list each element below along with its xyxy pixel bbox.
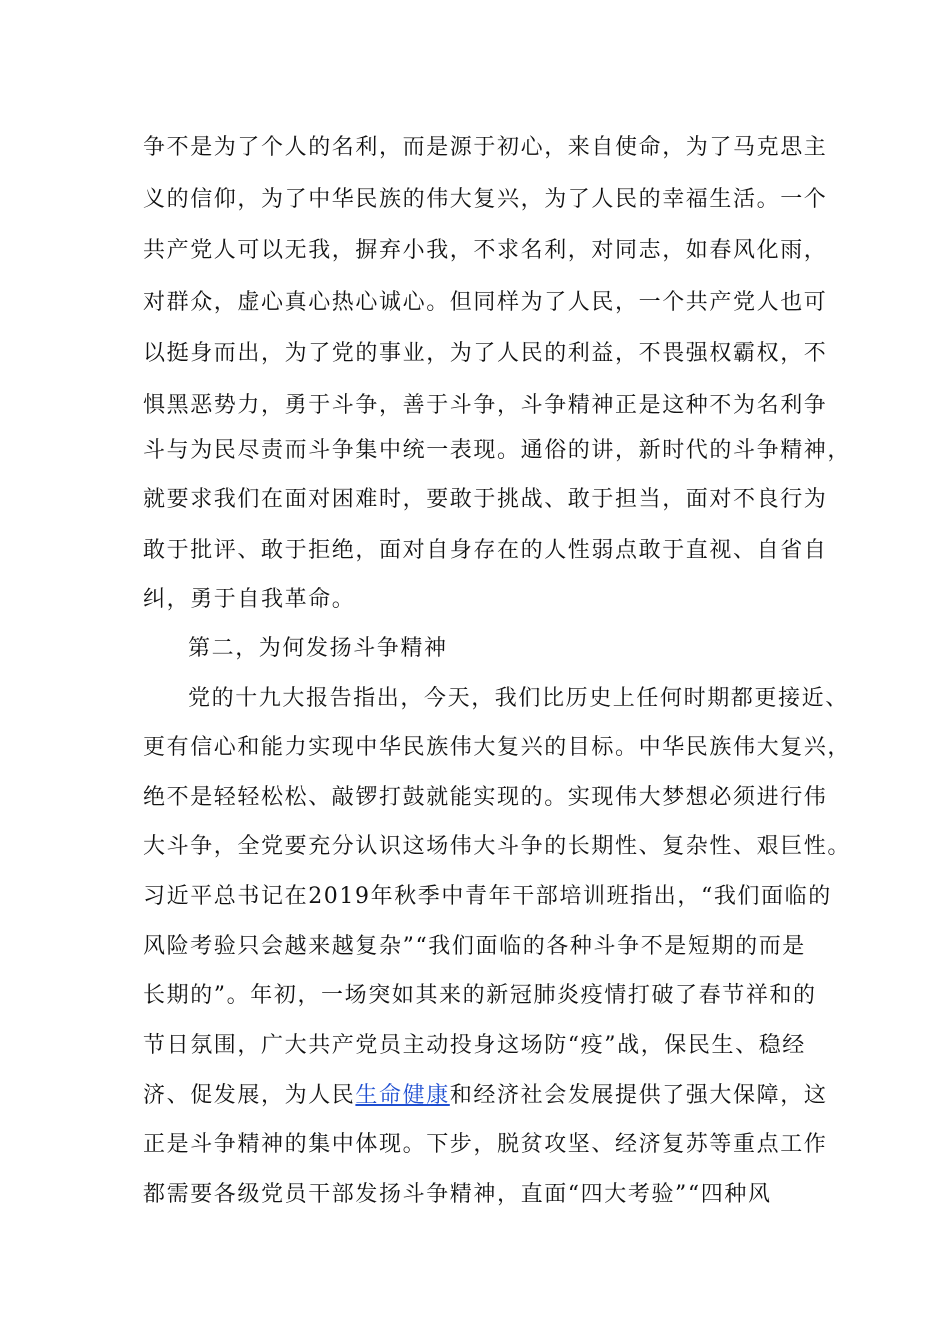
paragraph-line: 共产党人可以无我，摒弃小我，不求名利，对同志，如春风化雨， [143, 238, 828, 263]
paragraph-line: 习近平总书记在2019年秋季中青年干部培训班指出，“我们面临的 [143, 884, 832, 909]
paragraph-line: 敢于批评、敢于拒绝，面对自身存在的人性弱点敢于直视、自省自 [143, 538, 828, 563]
section-heading: 第二，为何发扬斗争精神 [188, 636, 448, 661]
paragraph-line: 风险考验只会越来越复杂”“我们面临的各种斗争不是短期的而是 [143, 934, 806, 959]
paragraph-line: 大斗争，全党要充分认识这场伟大斗争的长期性、复杂性、艰巨性。 [143, 834, 852, 859]
line-text-after-link: 和经济社会发展提供了强大保障，这 [449, 1083, 828, 1108]
paragraph-line: 节日氛围，广大共产党员主动投身这场防“疫”战，保民生、稳经 [143, 1033, 806, 1058]
paragraph-line: 惧黑恶势力，勇于斗争，善于斗争，斗争精神正是这种不为名利争 [143, 393, 828, 418]
paragraph-line: 绝不是轻轻松松、敲锣打鼓就能实现的。实现伟大梦想必须进行伟 [143, 785, 828, 810]
paragraph-line: 更有信心和能力实现中华民族伟大复兴的目标。中华民族伟大复兴， [143, 735, 852, 760]
line-text-before-link: 济、促发展，为人民 [143, 1083, 356, 1108]
paragraph-line: 纠，勇于自我革命。 [143, 587, 356, 612]
paragraph-line: 对群众，虚心真心热心诚心。但同样为了人民，一个共产党人也可 [143, 290, 828, 315]
paragraph-line: 长期的”。年初，一场突如其来的新冠肺炎疫情打破了春节祥和的 [143, 983, 817, 1008]
paragraph-line: 都需要各级党员干部发扬斗争精神，直面“四大考验”“四种风 [143, 1182, 772, 1207]
life-health-link[interactable]: 生命健康 [355, 1083, 450, 1108]
paragraph-line: 义的信仰，为了中华民族的伟大复兴，为了人民的幸福生活。一个 [143, 187, 828, 212]
paragraph-line: 斗与为民尽责而斗争集中统一表现。通俗的讲，新时代的斗争精神， [143, 438, 852, 463]
paragraph-line: 以挺身而出，为了党的事业，为了人民的利益，不畏强权霸权，不 [143, 341, 828, 366]
paragraph-line: 正是斗争精神的集中体现。下步，脱贫攻坚、经济复苏等重点工作 [143, 1132, 828, 1157]
paragraph-line-with-link [143, 1081, 828, 1111]
paragraph-line: 就要求我们在面对困难时，要敢于挑战、敢于担当，面对不良行为 [143, 487, 828, 512]
paragraph-line: 争不是为了个人的名利，而是源于初心，来自使命，为了马克思主 [143, 135, 828, 160]
paragraph-line: 党的十九大报告指出，今天，我们比历史上任何时期都更接近、 [188, 686, 849, 711]
